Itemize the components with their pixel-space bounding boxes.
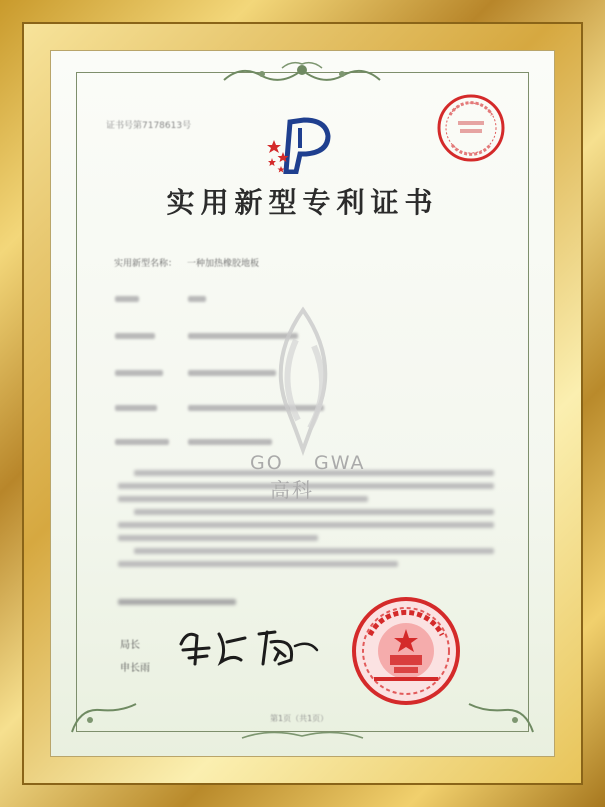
inventor-row-redacted xyxy=(115,296,139,302)
national-emblem-red-seal-icon xyxy=(350,595,462,707)
bottom-center-ornament-icon xyxy=(240,728,365,742)
grant-date-label-redacted xyxy=(115,439,169,445)
body-text-line xyxy=(118,535,318,541)
body-text-line xyxy=(134,509,494,515)
patent-office-logo-icon xyxy=(266,116,338,174)
director-label: 局长 xyxy=(120,640,140,651)
director-handwritten-signature-icon xyxy=(175,620,325,678)
director-name-label: 申长雨 xyxy=(120,663,150,674)
certificate-title: 实用新型专利证书 xyxy=(166,186,439,219)
body-text-line xyxy=(118,522,494,528)
patentee-label-redacted xyxy=(115,405,157,411)
top-floral-ornament-icon xyxy=(222,60,382,86)
watermark-text-left: GO xyxy=(250,452,284,474)
certificate-number: 证书号第7178613号 xyxy=(106,121,192,131)
utility-model-name-value: 一种加热橡胶地板 xyxy=(187,259,260,269)
watermark-text-right: GWA xyxy=(314,452,366,474)
bottom-left-ornament-icon xyxy=(70,700,140,734)
issuing-office-line-redacted xyxy=(118,599,236,605)
page-footer: 第1页（共1页） xyxy=(270,714,329,723)
bottom-right-ornament-icon xyxy=(465,700,535,734)
patent-number-label-redacted xyxy=(115,333,155,339)
utility-model-name-label: 实用新型名称： xyxy=(114,259,178,269)
inventor-value-redacted xyxy=(188,296,206,302)
body-text-line xyxy=(118,561,398,567)
filing-date-label-redacted xyxy=(115,370,163,376)
patent-office-red-seal-icon xyxy=(436,93,506,163)
body-text-line xyxy=(134,548,494,554)
watermark-text-cn: 高科 xyxy=(270,478,314,502)
